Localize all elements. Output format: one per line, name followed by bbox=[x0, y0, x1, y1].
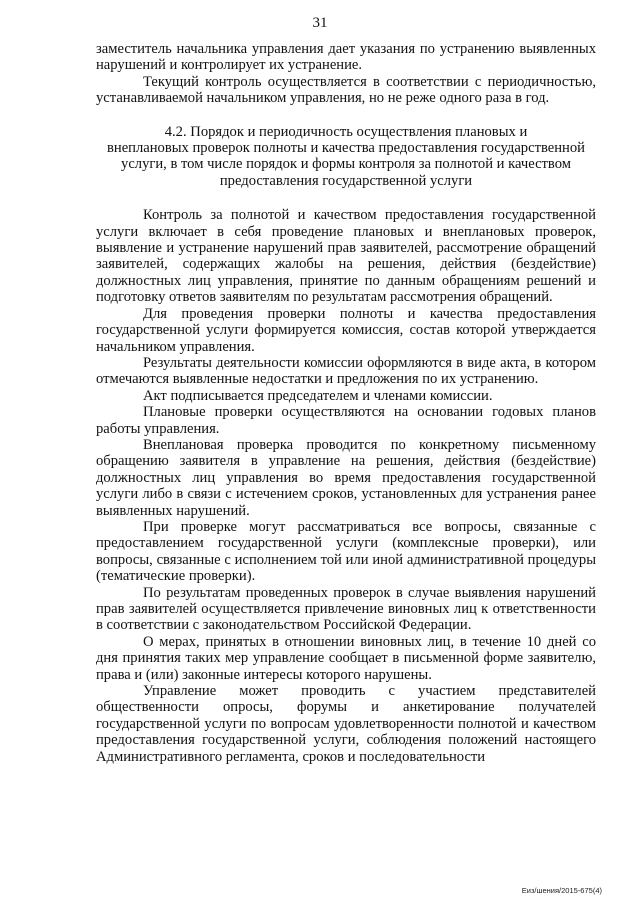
section-heading-line: услуги, в том числе порядок и формы контроля за полнотой и качеством bbox=[121, 156, 571, 173]
paragraph-act-signing: Акт подписывается председателем и членами комиссии. bbox=[143, 387, 493, 404]
page-number: 31 bbox=[312, 15, 328, 31]
paragraph-commission: Для проведения проверки полноты и качества предоставления государственной услуги формируется комиссия, состав которой утверждается начальником управления. bbox=[96, 305, 596, 355]
footer-document-code: Еиз/шения/2015-675(4) bbox=[521, 886, 602, 895]
section-heading-line: 4.2. Порядок и периодичность осуществления плановых и bbox=[164, 123, 528, 140]
paragraph-check-questions: При проверке могут рассматриваться все вопросы, связанные с предоставлением государственной услуги (комплексные проверки), или вопросы, связанные с исполнением той или иной административной процедуры (тематические проверки). bbox=[96, 518, 596, 585]
paragraph-continuation: заместитель начальника управления дает указания по устранению выявленных нарушений и контролирует их устранение. bbox=[96, 41, 596, 74]
paragraph-act-results: Результаты деятельности комиссии оформляются в виде акта, в котором отмечаются выявленные недостатки и предложения по их устранению. bbox=[96, 354, 596, 388]
section-heading-line: предоставления государственной услуги bbox=[219, 172, 473, 189]
paragraph-unplanned-checks: Внеплановая проверка проводится по конкретному письменному обращению заявителя в управление на решения, действия (бездействие) должностных лиц управления во время предоставления государственной услуги либо в связи с истечением сроков, установленных для устранения ранее выявленных нарушений. bbox=[96, 436, 596, 519]
paragraph-control-scope: Контроль за полнотой и качеством предоставления государственной услуги включает в себя проведение плановых и внеплановых проверок, выявление и устранение нарушений прав заявителей, рассмотрение обращений заявителей, содержащих жалобы на решения, действия (бездействие) должностных лиц управления, принятие по данным обращениям решений и подготовку ответов заявителям по результатам рассмотрения обращений. bbox=[96, 207, 596, 306]
paragraph-violations: По результатам проведенных проверок в случае выявления нарушений прав заявителей осуществляется привлечение виновных лиц к ответственности в соответствии с законодательством Российской Федерации. bbox=[96, 584, 596, 634]
document-body bbox=[96, 41, 596, 765]
paragraph-planned-checks: Плановые проверки осуществляются на основании годовых планов работы управления. bbox=[96, 404, 596, 437]
section-heading bbox=[96, 124, 596, 190]
paragraph-current-control: Текущий контроль осуществляется в соответствии с периодичностью, устанавливаемой начальником управления, но не реже одного раза в год. bbox=[96, 73, 596, 107]
paragraph-measures: О мерах, принятых в отношении виновных лиц, в течение 10 дней со дня принятия таких мер управление сообщает в письменной форме заявителю, права и (или) законные интересы которого нарушены. bbox=[96, 633, 596, 683]
section-heading-line: внеплановых проверок полноты и качества предоставления государственной bbox=[107, 140, 585, 157]
paragraph-surveys: Управление может проводить с участием представителей общественности опросы, форумы и анкетирование получателей государственной услуги по вопросам удовлетворенности полнотой и качеством предоставления государственной услуги, соблюдения положений настоящего Административного регламента, сроков и последовательности bbox=[96, 683, 596, 765]
